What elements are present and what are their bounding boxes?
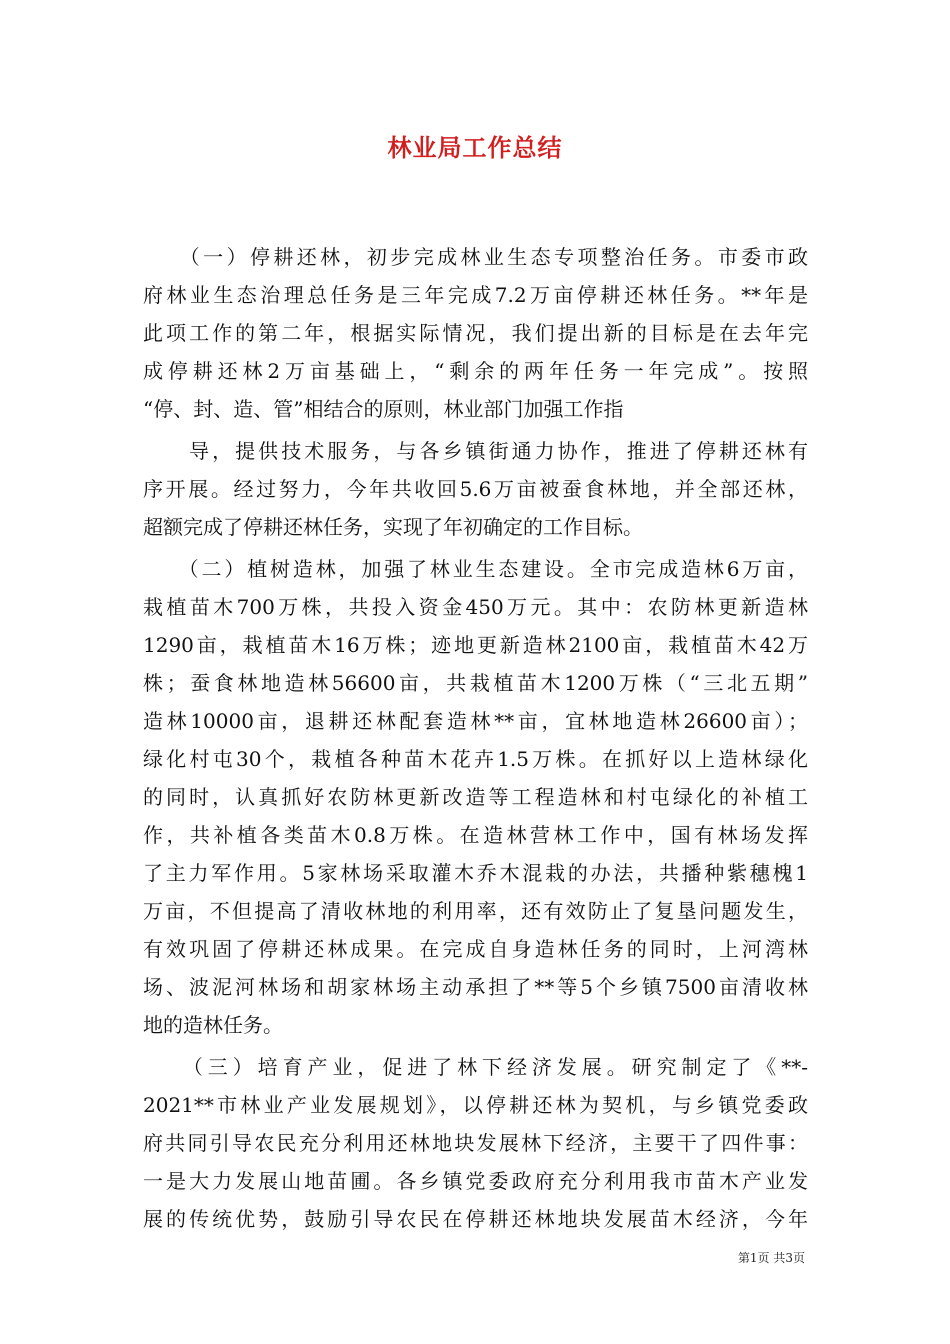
document-body [143, 238, 808, 1238]
body-text-line: 的同时，认真抓好农防林更新改造等工程造林和村屯绿化的补植工 [143, 785, 808, 809]
body-text-line: （一）停耕还林，初步完成林业生态专项整治任务。市委市政 [143, 245, 808, 269]
body-text-line: 万亩，不但提高了清收林地的利用率，还有效防止了复垦问题发生， [143, 899, 808, 923]
body-text-line: 序开展。经过努力，今年共收回5.6万亩被蚕食林地，并全部还林， [143, 477, 808, 501]
body-text-line: 株；蚕食林地造林56600亩，共栽植苗木1200万株（“三北五期” [143, 671, 808, 695]
body-text-line: 2021**市林业产业发展规划》，以停耕还林为契机，与乡镇党委政 [143, 1093, 808, 1117]
body-text-line: 一是大力发展山地苗圃。各乡镇党委政府充分利用我市苗木产业发 [143, 1169, 808, 1193]
body-text-line: 有效巩固了停耕还林成果。在完成自身造林任务的同时，上河湾林 [143, 937, 808, 961]
body-text-line: 场、波泥河林场和胡家林场主动承担了**等5个乡镇7500亩清收林 [143, 975, 808, 999]
body-text-line: 造林10000亩，退耕还林配套造林**亩，宜林地造林26600亩）； [143, 709, 808, 733]
body-text-line: 府共同引导农民充分利用还林地块发展林下经济，主要干了四件事： [143, 1131, 808, 1155]
body-text-line: 导，提供技术服务，与各乡镇街通力协作，推进了停耕还林有 [143, 439, 808, 463]
body-text-line: 绿化村屯30个，栽植各种苗木花卉1.5万株。在抓好以上造林绿化 [143, 747, 808, 771]
body-text-line: （二）植树造林，加强了林业生态建设。全市完成造林6万亩， [143, 557, 808, 581]
body-text-line: 地的造林任务。 [143, 1013, 283, 1037]
body-text-line: 栽植苗木700万株，共投入资金450万元。其中：农防林更新造林 [143, 595, 808, 619]
page-number-footer: 第1页 共3页 [737, 1251, 805, 1265]
body-text-line: 超额完成了停耕还林任务，实现了年初确定的工作目标。 [143, 515, 643, 539]
body-text-line: 作，共补植各类苗木0.8万株。在造林营林工作中，国有林场发挥 [143, 823, 808, 847]
body-text-line: “停、封、造、管”相结合的原则，林业部门加强工作指 [143, 397, 624, 421]
body-text-line: 成停耕还林2万亩基础上，“剩余的两年任务一年完成”。按照 [143, 359, 808, 383]
body-text-line: 展的传统优势，鼓励引导农民在停耕还林地块发展苗木经济，今年 [143, 1207, 808, 1231]
body-text-line: 了主力军作用。5家林场采取灌木乔木混栽的办法，共播种紫穗槐1 [143, 861, 808, 885]
body-text-line: 1290亩，栽植苗木16万株；迹地更新造林2100亩，栽植苗木42万 [143, 633, 808, 657]
body-text-line: 府林业生态治理总任务是三年完成7.2万亩停耕还林任务。**年是 [143, 283, 808, 307]
body-text-line: 此项工作的第二年，根据实际情况，我们提出新的目标是在去年完 [143, 321, 808, 345]
document-title: 林业局工作总结 [387, 134, 563, 162]
body-text-line: （三）培育产业，促进了林下经济发展。研究制定了《**- [143, 1055, 808, 1079]
